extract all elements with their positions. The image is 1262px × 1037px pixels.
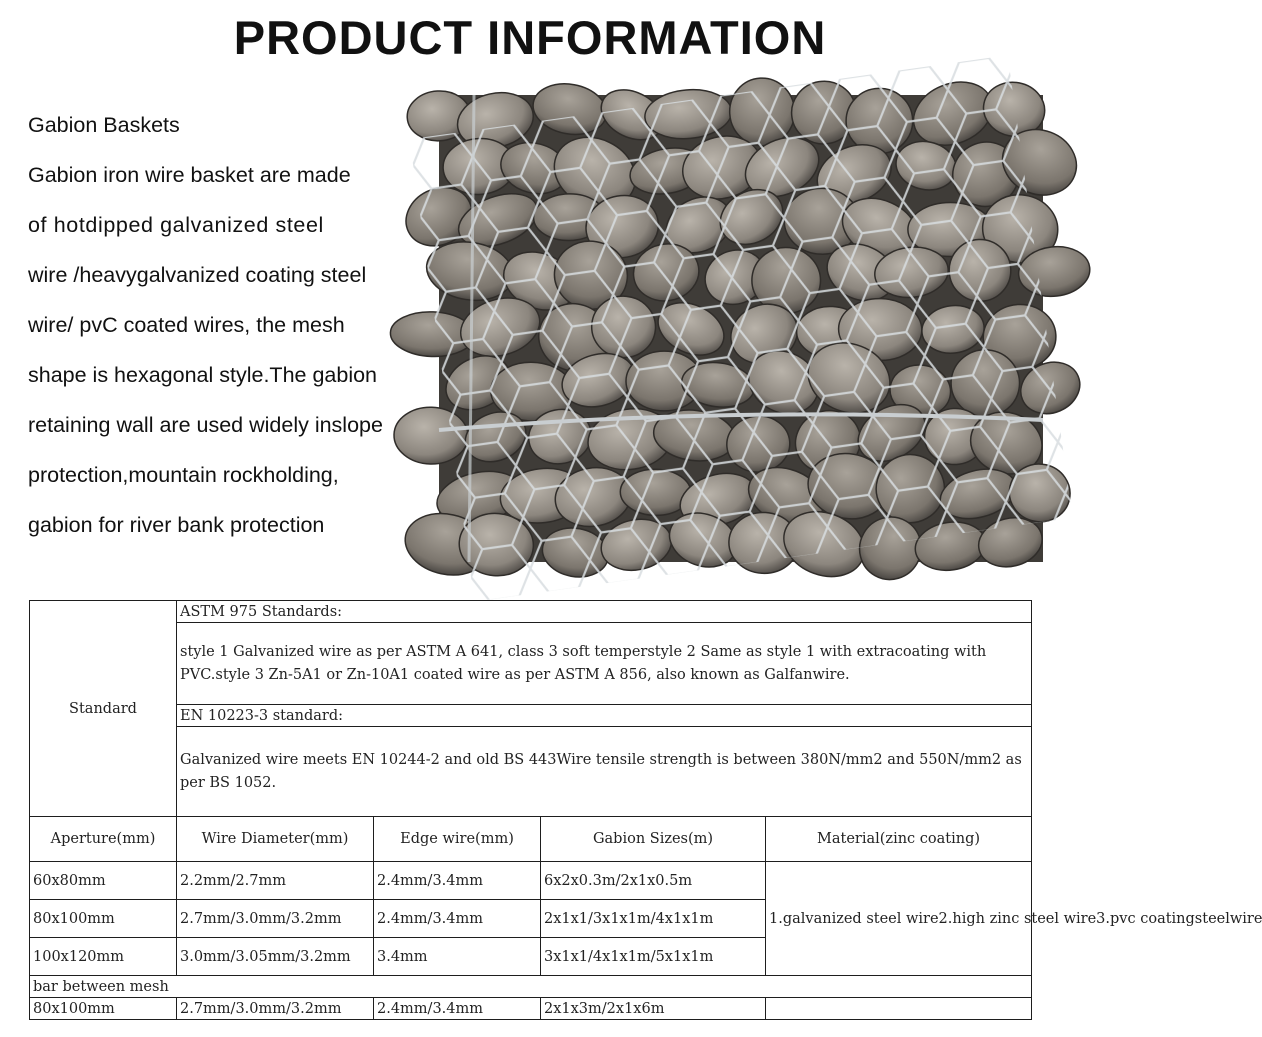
header-edge-wire: Edge wire(mm) bbox=[374, 817, 541, 862]
edge-wire-cell: 3.4mm bbox=[374, 938, 541, 976]
wire-diameter-cell: 2.7mm/3.0mm/3.2mm bbox=[177, 998, 374, 1020]
page-title: PRODUCT INFORMATION bbox=[233, 11, 827, 64]
header-material: Material(zinc coating) bbox=[766, 817, 1032, 862]
product-description bbox=[28, 100, 428, 550]
intro-line: gabion for river bank protection bbox=[28, 513, 325, 537]
material-cell: 1.galvanized steel wire2.high zinc steel wire3.pvc coatingsteelwire bbox=[766, 862, 1032, 976]
en-heading: EN 10223-3 standard: bbox=[177, 705, 1032, 727]
aperture-cell: 100x120mm bbox=[30, 938, 177, 976]
aperture-cell: 80x100mm bbox=[30, 998, 177, 1020]
header-wire-diameter: Wire Diameter(mm) bbox=[177, 817, 374, 862]
edge-wire-cell: 2.4mm/3.4mm bbox=[374, 998, 541, 1020]
intro-line: of hotdipped galvanized steel bbox=[28, 213, 324, 237]
intro-line: Gabion iron wire basket are made bbox=[28, 163, 351, 187]
intro-line: retaining wall are used widely inslope bbox=[28, 413, 383, 437]
header-gabion-sizes: Gabion Sizes(m) bbox=[541, 817, 766, 862]
table-row bbox=[30, 862, 1032, 900]
edge-wire-cell: 2.4mm/3.4mm bbox=[374, 862, 541, 900]
wire-diameter-cell: 2.2mm/2.7mm bbox=[177, 862, 374, 900]
standard-label: Standard bbox=[30, 601, 177, 817]
gabion-stone-photo bbox=[439, 95, 1043, 562]
material-cell bbox=[766, 998, 1032, 1020]
wire-diameter-cell: 2.7mm/3.0mm/3.2mm bbox=[177, 900, 374, 938]
gabion-size-cell: 2x1x3m/2x1x6m bbox=[541, 998, 766, 1020]
gabion-size-cell: 2x1x1/3x1x1m/4x1x1m bbox=[541, 900, 766, 938]
aperture-cell: 60x80mm bbox=[30, 862, 177, 900]
bar-between-mesh-label: bar between mesh bbox=[30, 976, 1032, 998]
astm-heading: ASTM 975 Standards: bbox=[177, 601, 1032, 623]
table-row bbox=[30, 998, 1032, 1020]
gabion-size-cell: 6x2x0.3m/2x1x0.5m bbox=[541, 862, 766, 900]
intro-line: shape is hexagonal style.The gabion bbox=[28, 363, 378, 387]
header-aperture: Aperture(mm) bbox=[30, 817, 177, 862]
astm-description: style 1 Galvanized wire as per ASTM A 641, class 3 soft temperstyle 2 Same as style 1 with extracoating with PVC.style 3 Zn-5A1 or Zn-10A1 coated wire as per ASTM A 856, also known as Galfanwire. bbox=[177, 623, 1032, 705]
intro-line: protection,mountain rockholding, bbox=[28, 463, 339, 487]
gabion-size-cell: 3x1x1/4x1x1m/5x1x1m bbox=[541, 938, 766, 976]
intro-line: wire /heavygalvanized coating steel bbox=[28, 263, 367, 287]
specification-table bbox=[29, 600, 1262, 1020]
wire-diameter-cell: 3.0mm/3.05mm/3.2mm bbox=[177, 938, 374, 976]
aperture-cell: 80x100mm bbox=[30, 900, 177, 938]
edge-wire-cell: 2.4mm/3.4mm bbox=[374, 900, 541, 938]
intro-line: wire/ pvC coated wires, the mesh bbox=[28, 313, 345, 337]
intro-line: Gabion Baskets bbox=[28, 113, 180, 137]
en-description: Galvanized wire meets EN 10244-2 and old BS 443Wire tensile strength is between 380N/mm2 and 550N/mm2 as per BS 1052. bbox=[177, 727, 1032, 817]
